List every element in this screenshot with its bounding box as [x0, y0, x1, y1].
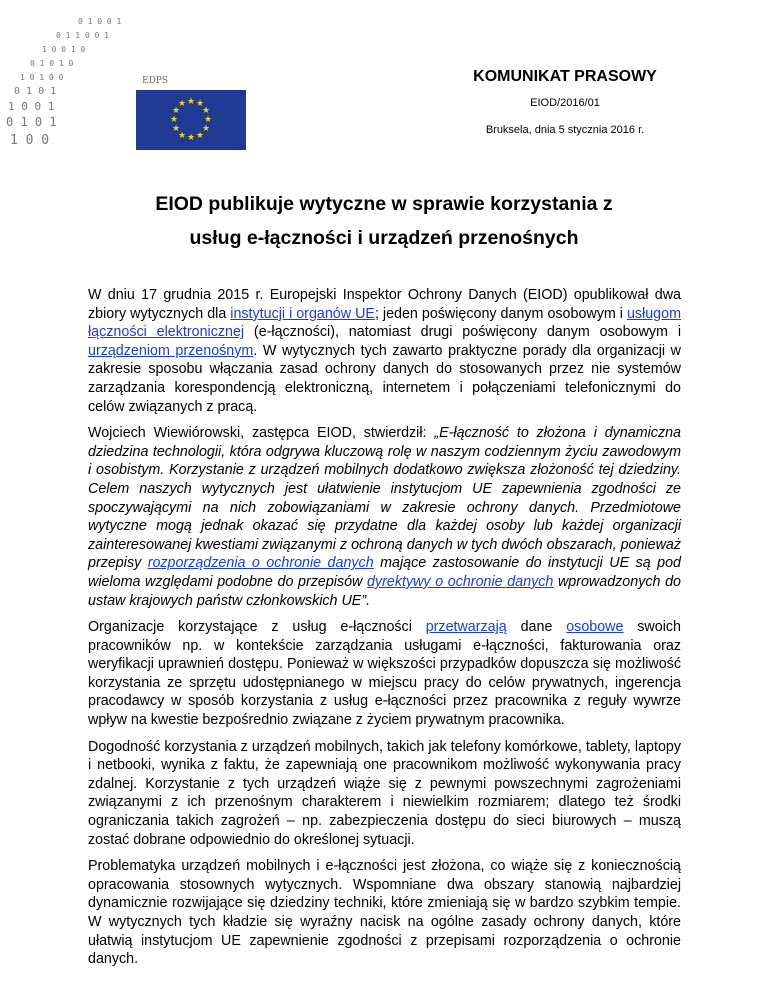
link-mobile-devices[interactable]: urządzeniom przenośnym	[88, 342, 254, 359]
edps-logo-graphic	[6, 4, 256, 154]
p2-quote-2: mające zastosowanie do instytucji UE są pod wieloma względami podobne do przepisów	[88, 555, 681, 590]
svg-text:1 0 0 1: 1 0 0 1	[8, 100, 55, 113]
logo-text: EDPS	[142, 76, 169, 86]
paragraph-5: Problematyka urządzeń mobilnych i e-łączności jest złożona, co wiąże się z koniecznością opracowania stosownych wytycznych. Wspomniane dwa obszary stanowią najbardziej dynamicznie rozwijające się dziedziny techniki, które zmieniają się w bardzo szybkim tempie. W wytycznych tych kładzie się wyraźny nacisk na ogólne zasady ochrony danych, które ułatwią instytucjom UE zapewnienie zgodności z przepisami rozporządzenia o ochronie danych.	[88, 858, 681, 968]
edps-logo	[6, 4, 256, 154]
release-date: Bruksela, dnia 5 stycznia 2016 r.	[485, 124, 645, 136]
svg-text:0 1 0 1: 0 1 0 1	[14, 86, 57, 97]
p3-text-2: dane	[506, 619, 567, 636]
p2-text-1: Wojciech Wiewiórowski, zastępca EIOD, stwierdził:	[88, 425, 435, 442]
p1-text-3: (e-łączności), natomiast drugi poświęcony danym osobowym i	[244, 324, 681, 341]
p1-text-4: . W wytycznych tych zawarto praktyczne porady dla organizacji w zakresie sposobu włączania zasad ochrony danych do stosowanych przez nie systemów zarządzania korespondencją elektroniczną, internetem i połączeniami telefonicznymi do celów związanych z pracą.	[88, 342, 681, 415]
p3-text-3: swoich pracowników np. w kontekście zarządzania usługami e-łączności, fakturowania oraz weryfikacji uprawnień dostępu. Ponieważ w większości przypadków dopuszcza się możliwość korzystania ze sprzętu udostępnianego w miejscu pracy do celów prywatnych, ingerencja pracodawcy w sposób korzystania z usług e-łączności przez pracownika z reguły wywrze wpływ na kwestie bezpośrednio związane z życiem prywatnym pracownika.	[88, 619, 681, 729]
svg-text:★: ★	[171, 106, 181, 116]
svg-text:★: ★	[171, 124, 181, 134]
svg-text:★: ★	[195, 131, 205, 141]
p3-text-1: Organizacje korzystające z usług e-łączności	[88, 619, 426, 636]
paragraph-3	[88, 618, 681, 730]
link-regulation[interactable]: rozporządzenia o ochronie danych	[147, 555, 374, 572]
title-line-1: EIOD publikuje wytyczne w sprawie korzystania z	[155, 193, 613, 215]
document-title	[70, 187, 698, 255]
document-body	[88, 286, 681, 977]
paragraph-4: Dogodność korzystania z urządzeń mobilnych, takich jak telefony komórkowe, tablety, laptopy i netbooki, wynika z faktu, że zapewniają one pracownikom możliwość wykonywania pracy zdalnej. Korzystanie z tych urządzeń wiąże się z pewnymi powszechnymi zagrożeniami związanymi z ich przenośnym charakterem i niewielkim rozmiarem; dlatego też środki ograniczania takich zagrożeń – np. zabezpieczenia dostępu do sieci biurowych – muszą zostać dobrane odpowiednio do określonej sytuacji.	[88, 738, 681, 848]
svg-text:0 1 0 1: 0 1 0 1	[6, 115, 57, 129]
svg-text:★: ★	[177, 99, 187, 109]
link-eu-institutions[interactable]: instytucji i organów UE	[230, 305, 375, 322]
p2-quote-1: „E-łączność to złożona i dynamiczna dziedzina technologii, która odgrywa kluczową rolę w naszym codziennym życiu zawodowym i osobistym. Korzystanie z urządzeń mobilnych dodatkowo zwiększa złożoność tej dziedziny. Celem naszych wytycznych jest ułatwienie instytucjom UE zapewnienia zgodności ze spoczywającymi na nich zobowiązaniami w zakresie ochrony danych. Przedmiotowe wytyczne mogą jednak okazać się przydatne dla każdej osoby lub każdej organizacji zainteresowanej kwestiami związanymi z ochroną danych w tych dwóch obszarach, ponieważ przepisy	[88, 425, 681, 572]
svg-text:★: ★	[201, 106, 211, 116]
p2-quote-3: wprowadzonych do ustaw krajowych państw członkowskich UE”.	[88, 573, 681, 609]
press-release-heading: KOMUNIKAT PRASOWY	[473, 68, 657, 85]
svg-text:1 0 1 0 0: 1 0 1 0 0	[20, 73, 64, 82]
svg-text:0 1 1 0 0 1: 0 1 1 0 0 1	[56, 31, 109, 40]
svg-text:★: ★	[203, 115, 213, 125]
svg-text:1 0 0: 1 0 0	[10, 133, 50, 148]
svg-text:★: ★	[177, 131, 187, 141]
title-line-2: usług e-łączności i urządzeń przenośnych	[189, 227, 579, 249]
svg-text:0 1 0 0 1: 0 1 0 0 1	[78, 17, 122, 26]
svg-text:★: ★	[201, 124, 211, 134]
svg-text:★: ★	[169, 115, 179, 125]
reference-number: EIOD/2016/01	[530, 97, 600, 109]
paragraph-1	[88, 286, 681, 416]
svg-text:0 1 0 1 0: 0 1 0 1 0	[30, 59, 74, 68]
p1-text-2: ; jeden poświęcony danym osobowym i	[374, 305, 627, 322]
link-process[interactable]: przetwarzają	[425, 619, 507, 636]
link-directive[interactable]: dyrektywy o ochronie danych	[367, 573, 554, 590]
p1-text-1: W dniu 17 grudnia 2015 r. Europejski Inspektor Ochrony Danych (EIOD) opublikował dwa zbiory wytycznych dla	[88, 287, 681, 322]
svg-text:★: ★	[195, 99, 205, 109]
svg-text:★: ★	[186, 97, 196, 107]
svg-text:★: ★	[186, 133, 196, 143]
svg-text:1 0 0 1 0: 1 0 0 1 0	[42, 45, 86, 54]
link-e-communications[interactable]: usługom łączności elektronicznej	[88, 305, 681, 341]
link-personal[interactable]: osobowe	[566, 619, 624, 636]
paragraph-2	[88, 424, 681, 610]
